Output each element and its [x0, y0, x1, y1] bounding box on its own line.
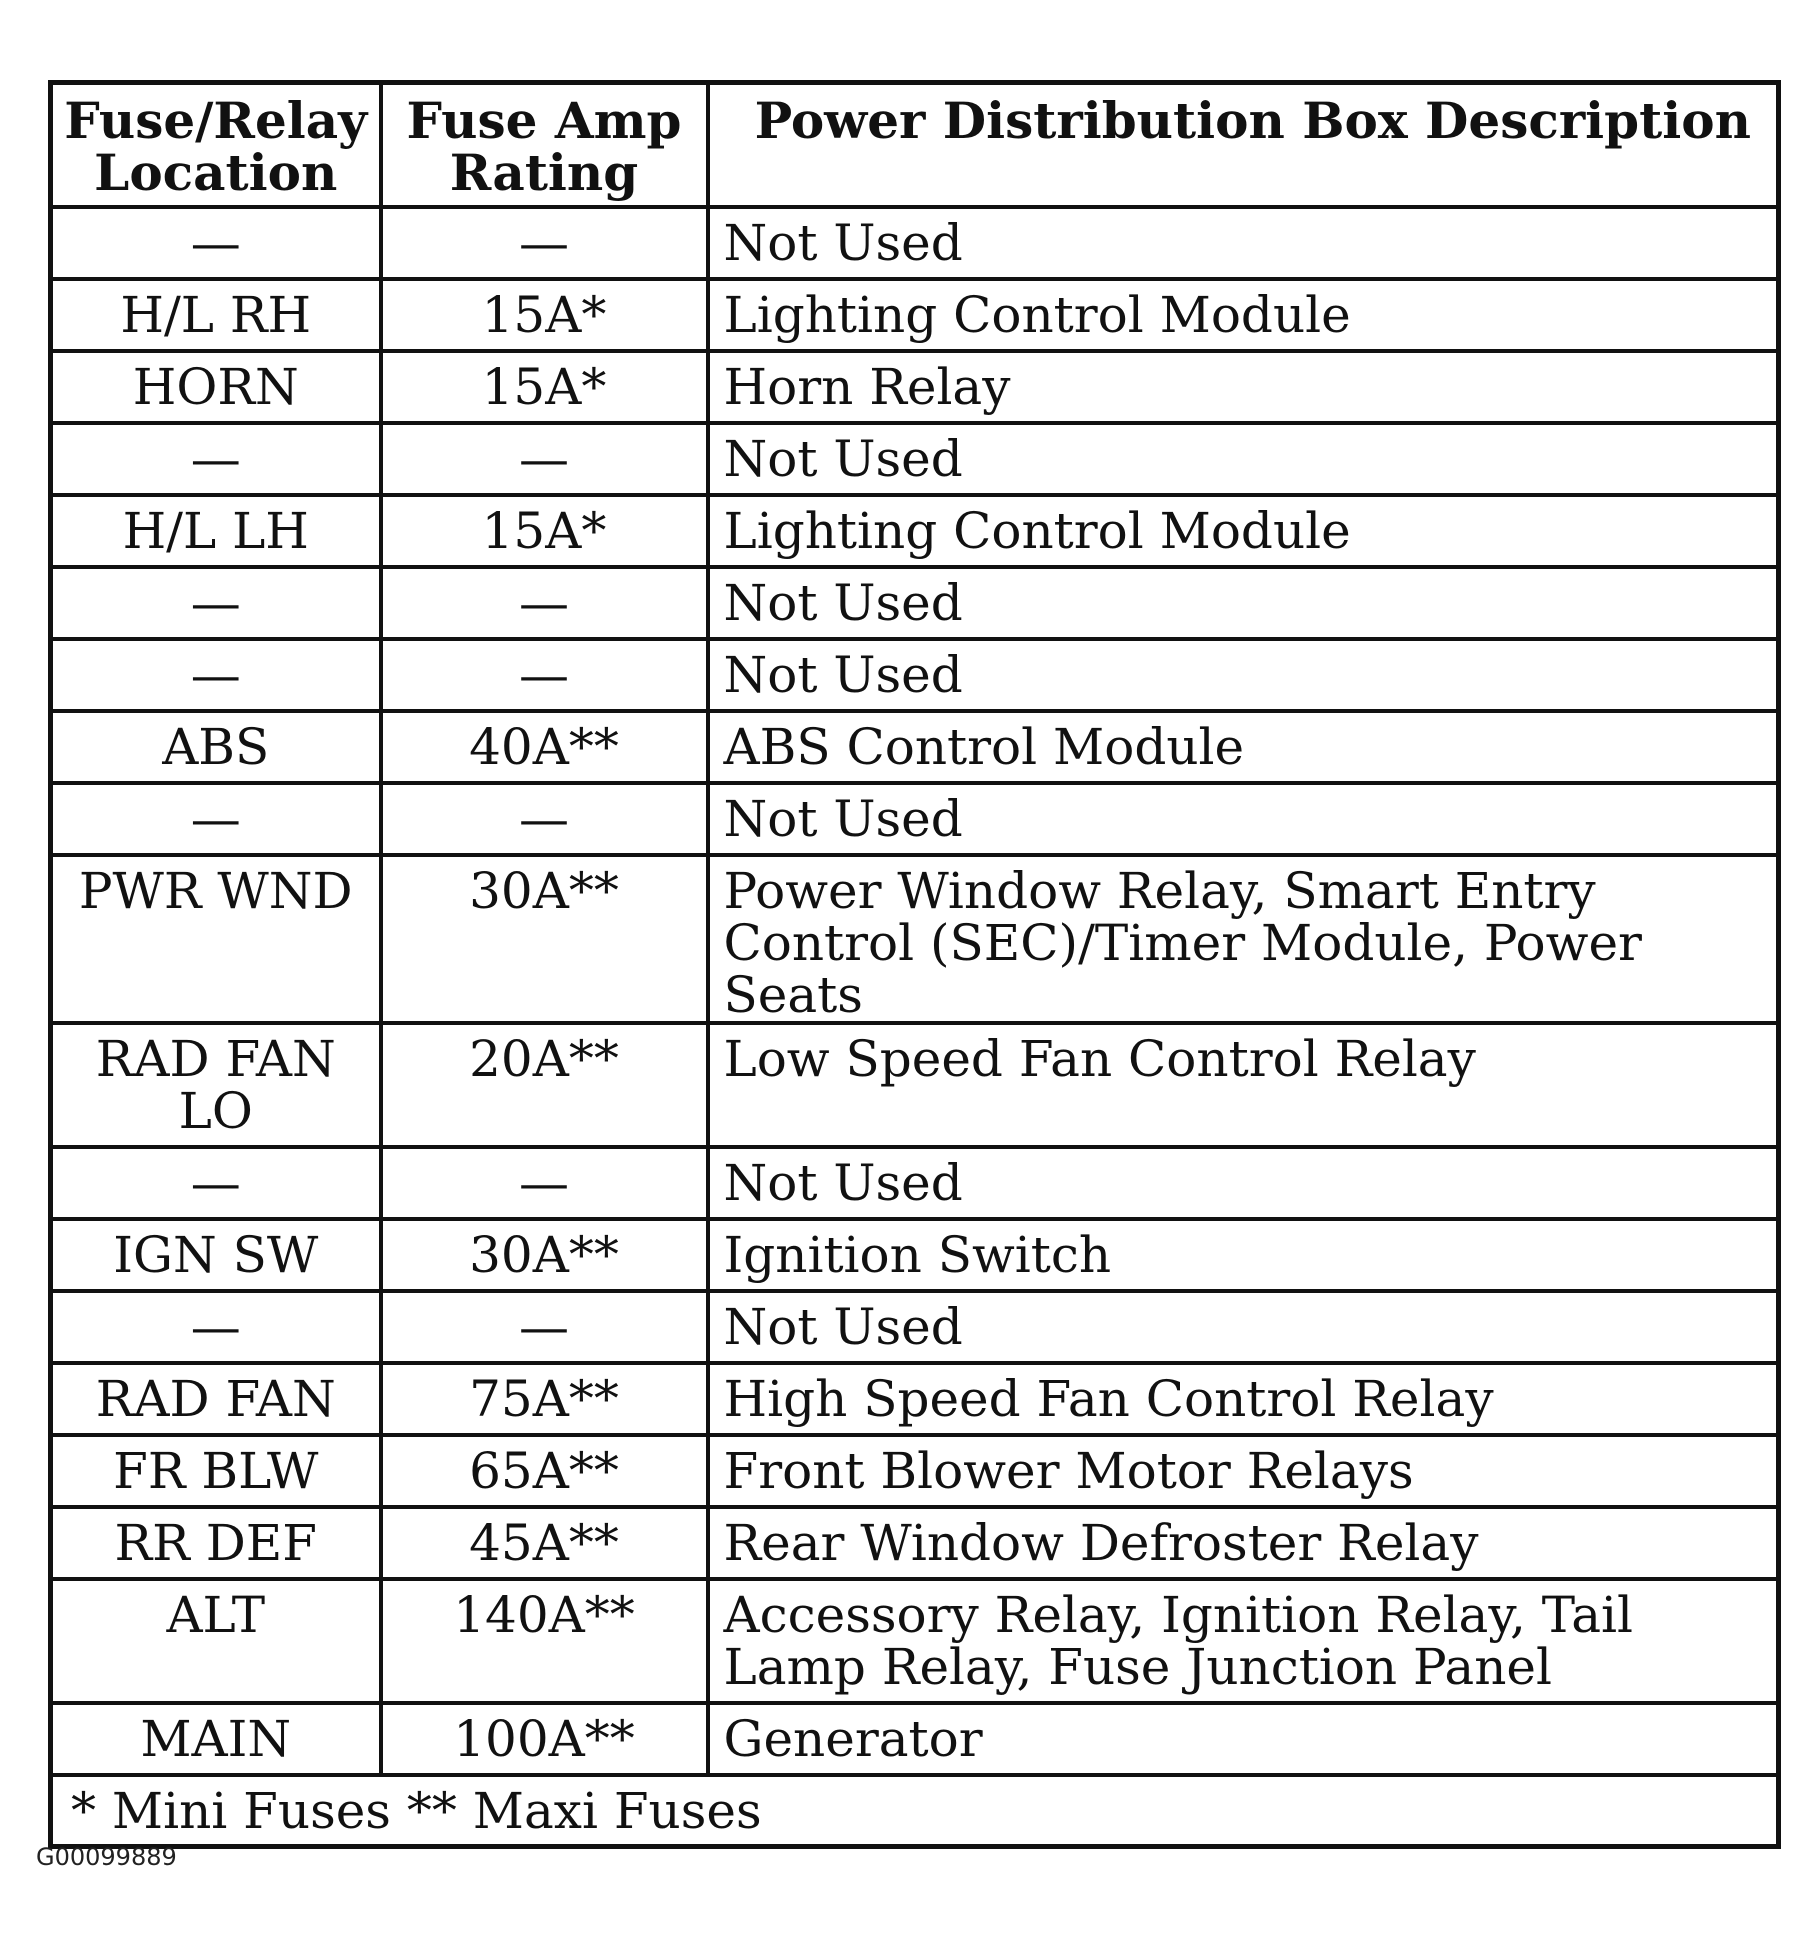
table-row — [51, 1579, 1779, 1703]
cell-location: — — [51, 783, 381, 855]
table-row — [51, 279, 1779, 351]
cell-description: Lighting Control Module — [708, 495, 1779, 567]
cell-location: — — [51, 1147, 381, 1219]
cell-description: Rear Window Defroster Relay — [708, 1507, 1779, 1579]
cell-amp-rating: 75A** — [381, 1363, 708, 1435]
cell-location: ABS — [51, 711, 381, 783]
cell-description: Generator — [708, 1703, 1779, 1775]
cell-location: — — [51, 1291, 381, 1363]
cell-location: — — [51, 639, 381, 711]
cell-location: FR BLW — [51, 1435, 381, 1507]
cell-location: — — [51, 567, 381, 639]
header-row — [51, 83, 1779, 207]
cell-amp-rating: — — [381, 639, 708, 711]
cell-description: ABS Control Module — [708, 711, 1779, 783]
cell-amp-rating: — — [381, 783, 708, 855]
cell-location: MAIN — [51, 1703, 381, 1775]
cell-description: High Speed Fan Control Relay — [708, 1363, 1779, 1435]
table-row — [51, 423, 1779, 495]
figure-id: G00099889 — [36, 1843, 177, 1871]
cell-amp-rating: 140A** — [381, 1579, 708, 1703]
cell-description: Horn Relay — [708, 351, 1779, 423]
fuse-table — [48, 80, 1781, 1849]
table-row — [51, 1291, 1779, 1363]
cell-description: Accessory Relay, Ignition Relay, Tail Lamp Relay, Fuse Junction Panel — [708, 1579, 1779, 1703]
cell-location: — — [51, 423, 381, 495]
cell-location: PWR WND — [51, 855, 381, 1023]
cell-description: Ignition Switch — [708, 1219, 1779, 1291]
table-row — [51, 783, 1779, 855]
cell-amp-rating: — — [381, 207, 708, 279]
cell-amp-rating: 65A** — [381, 1435, 708, 1507]
cell-location: RAD FAN — [51, 1363, 381, 1435]
cell-description: Not Used — [708, 783, 1779, 855]
cell-amp-rating: 20A** — [381, 1023, 708, 1147]
cell-location: HORN — [51, 351, 381, 423]
cell-amp-rating: 15A* — [381, 351, 708, 423]
cell-amp-rating: — — [381, 567, 708, 639]
table-row — [51, 495, 1779, 567]
cell-amp-rating: 30A** — [381, 1219, 708, 1291]
cell-location: RR DEF — [51, 1507, 381, 1579]
table-row — [51, 711, 1779, 783]
header-amp-rating: Fuse Amp Rating — [381, 83, 708, 207]
cell-description: Not Used — [708, 1147, 1779, 1219]
cell-description: Low Speed Fan Control Relay — [708, 1023, 1779, 1147]
cell-location: — — [51, 207, 381, 279]
table-row — [51, 567, 1779, 639]
cell-description: Front Blower Motor Relays — [708, 1435, 1779, 1507]
table-row — [51, 1147, 1779, 1219]
cell-location: IGN SW — [51, 1219, 381, 1291]
table-row — [51, 1023, 1779, 1147]
cell-location: H/L RH — [51, 279, 381, 351]
cell-location: ALT — [51, 1579, 381, 1703]
cell-amp-rating: — — [381, 423, 708, 495]
cell-amp-rating: 30A** — [381, 855, 708, 1023]
table-row — [51, 1703, 1779, 1775]
footnote-row — [51, 1775, 1779, 1847]
cell-description: Not Used — [708, 1291, 1779, 1363]
table-row — [51, 351, 1779, 423]
table-row — [51, 1507, 1779, 1579]
cell-amp-rating: 45A** — [381, 1507, 708, 1579]
cell-description: Not Used — [708, 207, 1779, 279]
cell-description: Not Used — [708, 567, 1779, 639]
header-location: Fuse/Relay Location — [51, 83, 381, 207]
cell-description: Not Used — [708, 639, 1779, 711]
cell-amp-rating: 40A** — [381, 711, 708, 783]
table-row — [51, 1435, 1779, 1507]
table-row — [51, 207, 1779, 279]
table-row — [51, 639, 1779, 711]
footnote: * Mini Fuses ** Maxi Fuses — [51, 1775, 1779, 1847]
cell-description: Lighting Control Module — [708, 279, 1779, 351]
table-row — [51, 1363, 1779, 1435]
table-row — [51, 855, 1779, 1023]
cell-location: H/L LH — [51, 495, 381, 567]
cell-description: Not Used — [708, 423, 1779, 495]
cell-amp-rating: 100A** — [381, 1703, 708, 1775]
table-row — [51, 1219, 1779, 1291]
cell-description: Power Window Relay, Smart Entry Control (SEC)/Timer Module, Power Seats — [708, 855, 1779, 1023]
table-body — [51, 207, 1779, 1775]
cell-amp-rating: — — [381, 1291, 708, 1363]
cell-location: RAD FAN LO — [51, 1023, 381, 1147]
cell-amp-rating: 15A* — [381, 495, 708, 567]
header-description: Power Distribution Box Description — [708, 83, 1779, 207]
cell-amp-rating: — — [381, 1147, 708, 1219]
cell-amp-rating: 15A* — [381, 279, 708, 351]
